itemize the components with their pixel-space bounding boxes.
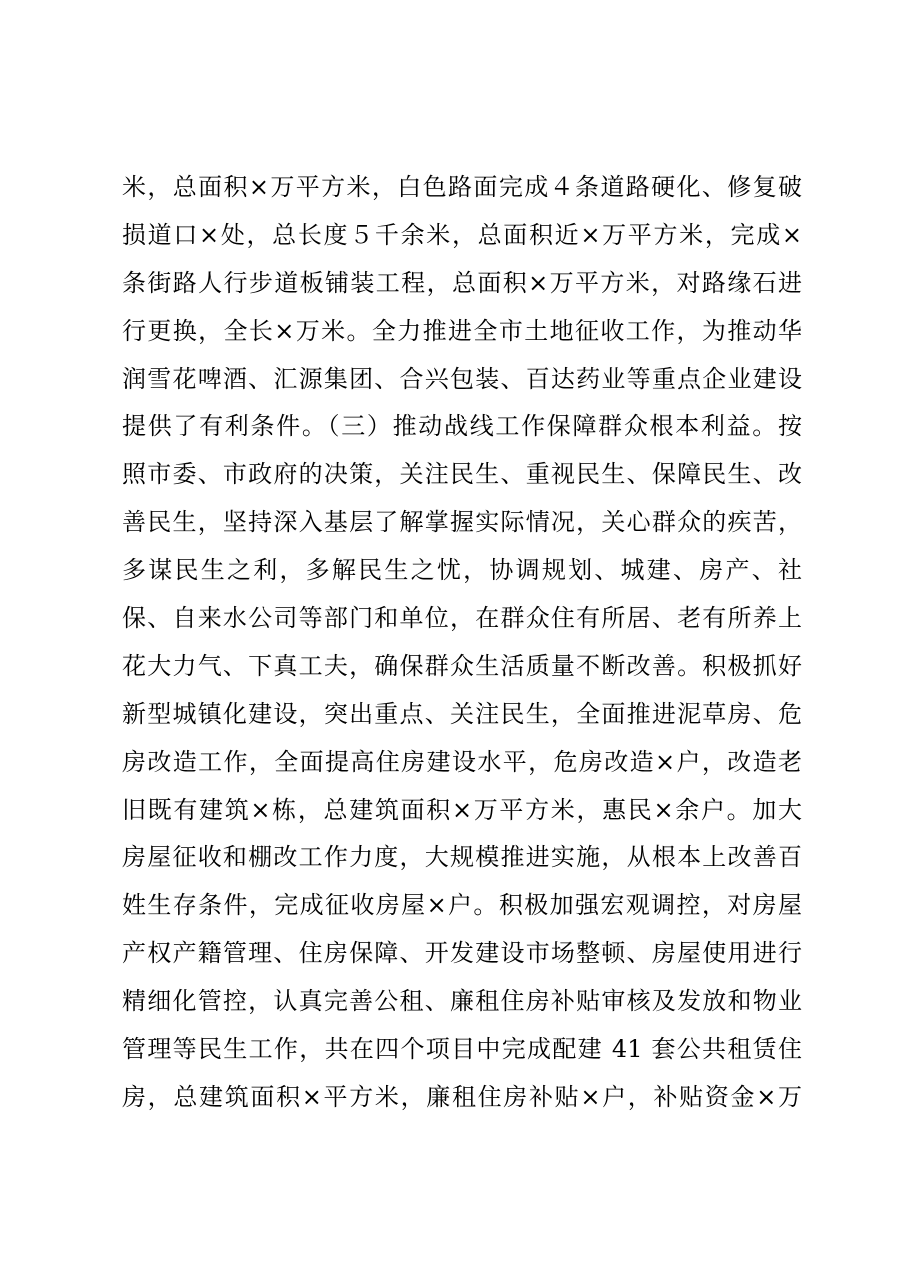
text-line: 润雪花啤酒、汇源集团、合兴包装、百达药业等重点企业建设	[122, 364, 802, 393]
text-line: 保、自来水公司等部门和单位，在群众住有所居、老有所养上	[122, 604, 802, 633]
text-line: 多谋民生之利，多解民生之忧，协调规划、城建、房产、社	[122, 556, 802, 585]
text-line: 花大力气、下真工夫，确保群众生活质量不断改善。积极抓好	[122, 651, 802, 680]
text-line: 条街路人行步道板铺装工程，总面积×万平方米，对路缘石进	[122, 268, 802, 297]
text-line: 照市委、市政府的决策，关注民生、重视民生、保障民生、改	[122, 460, 802, 489]
text-line: 房改造工作，全面提高住房建设水平，危房改造×户，改造老	[122, 747, 802, 776]
text-line: 产权产籍管理、住房保障、开发建设市场整顿、房屋使用进行	[122, 939, 802, 968]
text-line: 旧既有建筑×栋，总建筑面积×万平方米，惠民×余户。加大	[122, 795, 802, 824]
text-line: 姓生存条件，完成征收房屋×户。积极加强宏观调控，对房屋	[122, 891, 802, 920]
text-line: 房屋征收和棚改工作力度，大规模推进实施，从根本上改善百	[122, 843, 802, 872]
text-line: 善民生，坚持深入基层了解掌握实际情况，关心群众的疾苦，	[122, 508, 802, 537]
text-line: 新型城镇化建设，突出重点、关注民生，全面推进泥草房、危	[122, 699, 802, 728]
text-line: 房，总建筑面积×平方米，廉租住房补贴×户，补贴资金×万	[122, 1082, 802, 1111]
text-line: 损道口×处，总长度５千余米，总面积近×万平方米，完成×	[122, 220, 802, 249]
text-line: 管理等民生工作，共在四个项目中完成配建 41 套公共租赁住	[122, 1035, 802, 1064]
text-line: 精细化管控，认真完善公租、廉租住房补贴审核及发放和物业	[122, 987, 802, 1016]
text-line: 提供了有利条件。（三）推动战线工作保障群众根本利益。按	[122, 412, 802, 441]
text-line: 行更换，全长×万米。全力推进全市土地征收工作，为推动华	[122, 316, 802, 345]
text-line: 米，总面积×万平方米，白色路面完成４条道路硬化、修复破	[122, 173, 802, 201]
body-text	[122, 168, 802, 1126]
